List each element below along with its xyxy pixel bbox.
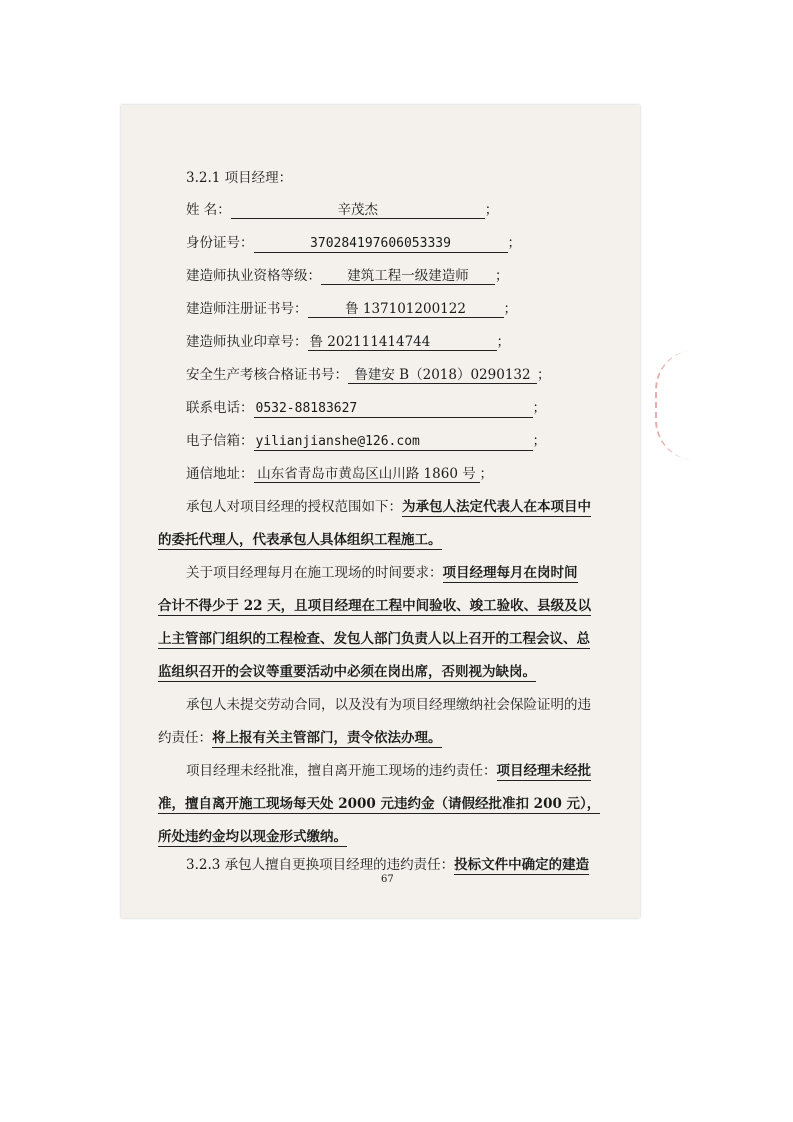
paragraph-line bbox=[158, 630, 590, 648]
paragraph-lead: 项目经理未经批准，擅自离开施工现场的违约责任： bbox=[186, 763, 497, 779]
field-id-number bbox=[186, 234, 521, 253]
field-label: 通信地址： bbox=[186, 466, 254, 482]
paragraph-time-requirement bbox=[186, 564, 578, 582]
field-end: ； bbox=[496, 334, 510, 350]
field-value: 辛茂杰 bbox=[231, 202, 485, 219]
field-value: 鲁建安 B（2018）0290132 bbox=[348, 367, 537, 384]
paragraph-answer: 将上报有关主管部门，责令依法办理。 bbox=[212, 730, 442, 746]
field-value: 鲁 202111414744 bbox=[308, 334, 497, 351]
field-value: 0532-88183627 bbox=[254, 401, 533, 418]
field-label: 身份证号： bbox=[186, 235, 254, 251]
paragraph-replacement-liability bbox=[186, 856, 589, 874]
paragraph-lead: 约责任： bbox=[158, 730, 212, 746]
paragraph-line bbox=[158, 828, 347, 846]
field-label: 姓 名： bbox=[186, 202, 231, 218]
paragraph-line bbox=[158, 729, 442, 747]
field-label: 电子信箱： bbox=[186, 433, 254, 449]
paragraph-line bbox=[158, 597, 591, 615]
seal-stamp-edge bbox=[655, 350, 697, 460]
field-end: ； bbox=[532, 433, 546, 449]
paragraph-answer: 所处违约金均以现金形式缴纳。 bbox=[158, 829, 347, 845]
paragraph-lead: 承包人未提交劳动合同，以及没有为项目经理缴纳社会保险证明的违 bbox=[186, 697, 591, 713]
paragraph-lead: 3.2.3 承包人擅自更换项目经理的违约责任： bbox=[186, 857, 455, 873]
field-address bbox=[186, 465, 493, 483]
paragraph-answer: 投标文件中确定的建造 bbox=[454, 857, 590, 873]
paragraph-answer: 合计不得少于 22 天，且项目经理在工程中间验收、竣工验收、县级及以 bbox=[158, 598, 592, 614]
field-phone bbox=[186, 399, 546, 418]
paragraph-answer: 准，擅自离开施工现场每天处 2000 元违约金（请假经批准扣 200 元）， bbox=[158, 796, 601, 812]
field-label: 联系电话： bbox=[186, 400, 254, 416]
field-safety-certificate bbox=[186, 366, 551, 384]
paragraph-answer: 上主管部门组织的工程检查、发包人部门负责人以上召开的工程会议、总 bbox=[158, 631, 590, 647]
field-value: 山东省青岛市黄岛区山川路 1860 号 bbox=[254, 466, 480, 483]
field-end: ； bbox=[484, 202, 499, 218]
paragraph-line bbox=[158, 795, 600, 813]
paragraph-absence-liability bbox=[186, 762, 591, 780]
field-registration-number bbox=[186, 300, 517, 318]
field-seal-number bbox=[186, 333, 510, 351]
paragraph-answer: 为承包人法定代表人在本项目中 bbox=[402, 499, 591, 515]
paragraph-answer: 监组织召开的会议等重要活动中必须在岗出席，否则视为缺岗。 bbox=[158, 664, 536, 680]
field-end: ； bbox=[507, 235, 521, 251]
field-label: 安全生产考核合格证书号： bbox=[186, 367, 348, 383]
field-label: 建造师执业印章号： bbox=[186, 334, 308, 350]
paragraph-answer: 项目经理每月在岗时间 bbox=[442, 565, 578, 581]
paragraph-answer: 的委托代理人，代表承包人具体组织工程施工。 bbox=[158, 532, 442, 548]
field-name bbox=[186, 201, 498, 219]
paragraph-answer: 项目经理未经批 bbox=[496, 763, 591, 779]
paragraph-line bbox=[158, 663, 536, 681]
field-label: 建造师注册证书号： bbox=[186, 301, 308, 317]
paragraph-authorization bbox=[186, 498, 591, 516]
page-number: 67 bbox=[381, 874, 394, 885]
paragraph-lead: 关于项目经理每月在施工现场的时间要求： bbox=[186, 565, 443, 581]
field-end: ； bbox=[495, 268, 509, 284]
paragraph-labor-contract bbox=[186, 696, 591, 714]
field-end: ； bbox=[537, 367, 551, 383]
field-value: 370284197606053339 bbox=[254, 236, 508, 253]
field-end: ； bbox=[532, 400, 546, 416]
field-label: 建造师执业资格等级： bbox=[186, 268, 321, 284]
field-value: 鲁 137101200122 bbox=[308, 301, 504, 318]
field-qualification bbox=[186, 267, 509, 285]
paragraph-line bbox=[158, 531, 442, 549]
field-end: ； bbox=[479, 466, 493, 482]
field-end: ； bbox=[503, 301, 517, 317]
field-value: yilianjianshe@126.com bbox=[254, 434, 533, 451]
field-email bbox=[186, 432, 546, 451]
paragraph-lead: 承包人对项目经理的授权范围如下： bbox=[186, 499, 402, 515]
section-title: 3.2.1 项目经理： bbox=[186, 170, 293, 186]
field-value: 建筑工程一级建造师 bbox=[321, 268, 495, 285]
